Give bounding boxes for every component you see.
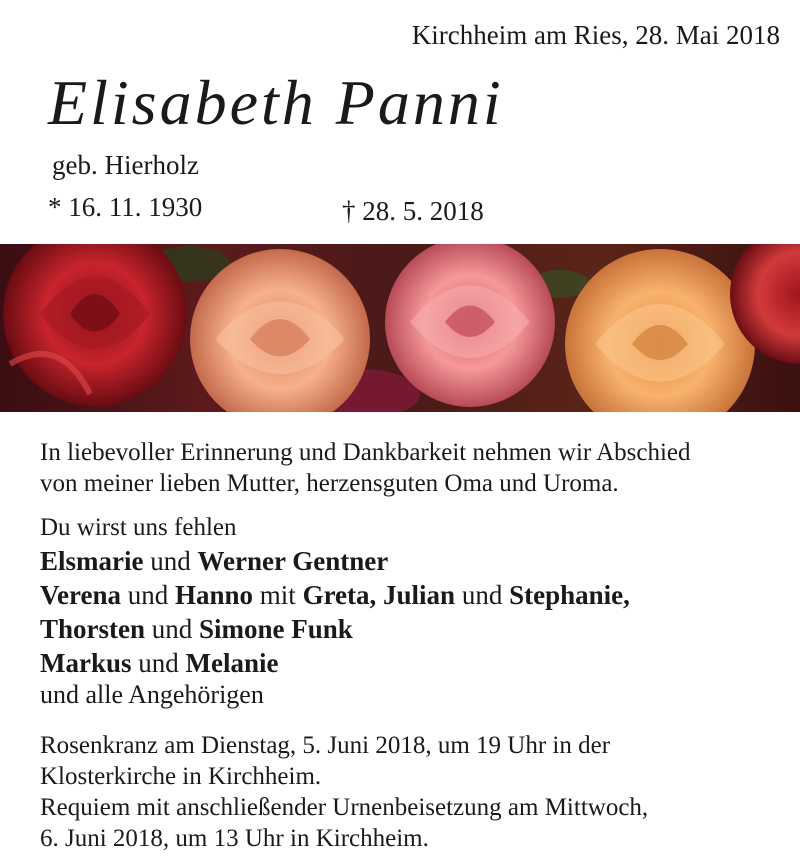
mourner-name: Verena: [40, 580, 121, 610]
mourner-row: [40, 646, 279, 680]
service-line: Klosterkirche in Kirchheim.: [40, 763, 322, 790]
conjunction: und: [131, 648, 186, 678]
mourner-name: Simone Funk: [199, 614, 353, 644]
mourner-row: [40, 612, 353, 646]
roses-photo: [0, 244, 800, 412]
mourner-row: [40, 578, 630, 612]
birth-date: * 16. 11. 1930: [48, 192, 203, 222]
closing-line: Du wirst uns fehlen: [40, 514, 237, 541]
intro-line: In liebevoller Erinnerung und Dankbarkeit nehmen wir Abschied: [40, 439, 691, 466]
birth-name: geb. Hierholz: [52, 150, 199, 180]
relatives-line: und alle Angehörigen: [40, 680, 264, 709]
red-rose: [3, 244, 187, 406]
service-line: 6. Juni 2018, um 13 Uhr in Kirchheim.: [40, 825, 429, 852]
conjunction: und: [455, 580, 510, 610]
mourner-row: [40, 544, 388, 578]
deceased-name: Elisabeth Panni: [48, 67, 504, 138]
mourner-name: Stephanie,: [509, 580, 630, 610]
conjunction: mit: [253, 580, 303, 610]
mourner-name: Hanno: [175, 580, 254, 610]
mourner-name: Elsmarie: [40, 546, 144, 576]
service-line: Rosenkranz am Dienstag, 5. Juni 2018, um 19 Uhr in der: [40, 732, 611, 759]
conjunction: und: [145, 614, 200, 644]
service-line: Requiem mit anschließender Urnenbeisetzung am Mittwoch,: [40, 794, 649, 821]
pink-rose: [385, 244, 555, 407]
conjunction: und: [143, 546, 198, 576]
intro-text: [40, 437, 691, 499]
death-date: † 28. 5. 2018: [342, 196, 484, 226]
orange-rose: [565, 249, 755, 412]
mourner-name: Werner Gentner: [197, 546, 389, 576]
mourner-name: Melanie: [185, 648, 279, 678]
mourner-name: Greta, Julian: [302, 580, 456, 610]
conjunction: und: [121, 580, 175, 610]
service-details: [40, 730, 648, 854]
intro-line: von meiner lieben Mutter, herzensguten Oma und Uroma.: [40, 470, 619, 497]
place-date: Kirchheim am Ries, 28. Mai 2018: [411, 20, 780, 50]
mourner-name: Thorsten: [40, 614, 146, 644]
mourner-name: Markus: [40, 648, 132, 678]
